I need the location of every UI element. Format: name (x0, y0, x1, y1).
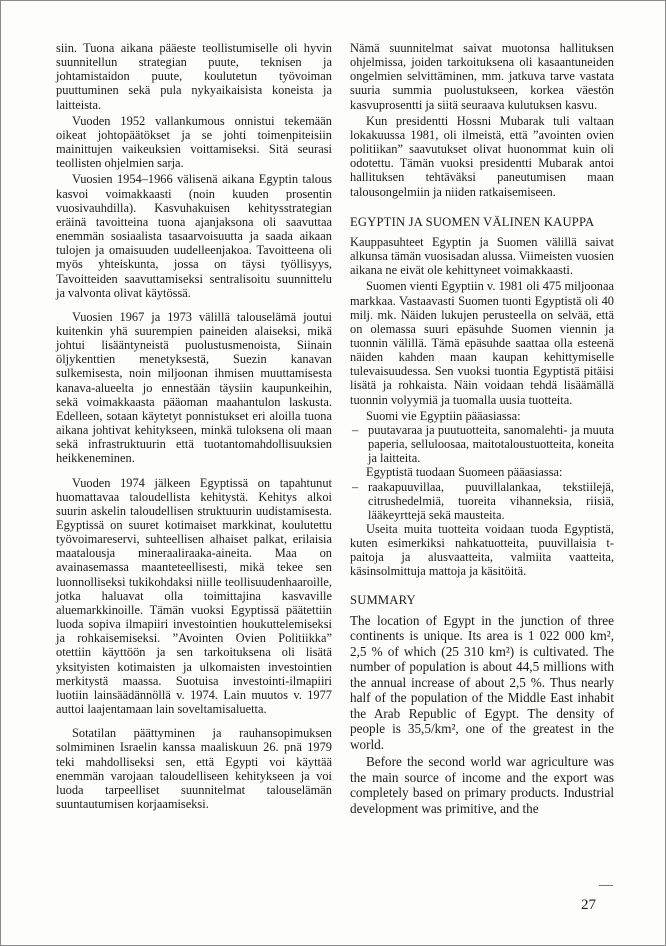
trade-section-heading: EGYPTIN JA SUOMEN VÄLINEN KAUPPA (350, 214, 595, 229)
trade-closing-paragraph: Useita muita tuotteita voidaan tuoda Egyptistä, kuten esimerkiksi nahkatuotteita, puuvillaisia t-paitoja ja alusvaatteita, valmiita vaatteita, käsinsolmittuja mattoja ja käsitöitä. (350, 522, 614, 579)
right-intro-paragraph-1: Nämä suunnitelmat saivat muotonsa hallituksen ohjelmissa, joiden tarkoituksena oli kasaantuneiden ongelmien selvittäminen, mm. jatkuva tarve vastata suuria summia puolustukseen, korkea väestön kasvuprosentti ja siitä seuraava kulutuksen kasvu. (350, 41, 614, 112)
page-number: 27 (581, 897, 596, 913)
trade-paragraph-1: Kauppasuhteet Egyptin ja Suomen välillä saivat alkunsa tämän vuosisadan alussa. Viimeisten vuosien aikana ne eivät ole kehittyneet voimakkaasti. (350, 234, 615, 278)
exports-list (350, 423, 614, 465)
left-paragraph-6: Sotatilan päättyminen ja rauhansopimuksen solmiminen Israelin kanssa maaliskuun 26. pnä 1979 teki mahdolliseksi sen, että Egypti voi käyttää enemmän varojaan taloudelliseen kehitykseen ja voi luoda tarpeelliset suunnitelmat talouselämän suuntautumisen korjaamiseksi. (56, 726, 332, 811)
left-column (56, 41, 332, 811)
right-intro-paragraph-2: Kun presidentti Hossni Mubarak tuli valtaan lokakuussa 1981, oli ilmeistä, että ”avointen ovien politiikan” saavutukset olivat huonommat kuin oli odotettu. Tämän vuoksi presidentti Mubarak antoi hallituksen tehtäväksi paneutumisen maan talousongelmiin ja niiden ratkaisemiseen. (350, 113, 614, 199)
summary-paragraph-1: The location of Egypt in the junction of three continents is unique. Its area is 1 022 000 km², 2,5 % of which (25 310 km²) is cultivated. The number of population is about 44,5 millions with the annual increase of about 2,5 %. Thus nearly half of the population of the Middle East inhabit the Arab Republic of Egypt. The density of people is 35,5/km², one of the greatest in the world. (350, 612, 614, 752)
summary-paragraph-2: Before the second world war agriculture was the main source of income and the export was completely based on primary products. Industrial development was primitive, and the (350, 754, 614, 816)
left-paragraph-3: Vuosien 1954–1966 välisenä aikana Egyptin talous kasvoi voimakkaasti (noin kuuden prosentin vuosivauhdilla). Kasvuhakuisen kehitysstrategian eräinä tavoitteina tuona ajanjaksona oli saavuttaa enemmän sosiaalista tasaarvoisuutta ja saada aikaan tulojen ja omaisuuden uudelleenjakoa. Tavoitteena oli myös yhteiskunta, jossa on täysi työllisyys, Tavoitteiden saavuttamiseksi sentralisoitu suunnittelu ja valvonta olivat käytössä. (56, 172, 332, 300)
imports-list-item: – raakapuuvillaa, puuvillalankaa, tekstiilejä, citrushedelmiä, tuoreita vihanneksia, riisiä, lääkeyrttejä sekä mausteita. (350, 480, 614, 522)
imports-list (350, 480, 614, 522)
page-corner-mark (599, 885, 613, 886)
trade-exports-intro: Suomi vie Egyptiin pääasiassa: (366, 408, 521, 423)
exports-list-item: – puutavaraa ja puutuotteita, sanomalehti- ja muuta paperia, selluloosaa, maitotaloustuotteita, koneita ja laitteita. (350, 423, 614, 465)
trade-paragraph-2: Suomen vienti Egyptiin v. 1981 oli 475 miljoonaa markkaa. Vastaavasti Suomen tuonti Egyptistä oli 40 milj. mk. Näiden lukujen perusteella on selvää, että on olemassa suuri epäsuhde Suomen viennin ja tuonnin välillä. Tämä epäsuhde saattaa olla esteenä näiden kahden maan kaupan kehittymiselle tulevaisuudessa. Sen vuoksi tuontia Egyptistä pitäisi lisätä ja rohkaista. Näin voidaan tehdä lisäämällä tuonnin volyymiä ja tuomalla uusia tuotteita. (350, 279, 614, 407)
left-paragraph-5: Vuoden 1974 jälkeen Egyptissä on tapahtunut huomattavaa taloudellista kehitystä. Kehitys alkoi suurin askelin taloudellisen struktuurin uudistamisesta. Egyptissä on suuret kotimaiset markkinat, koulutettu työvoimareservi, suhteellisen alhaiset palkat, erilaisia maatalousja mineraaliraaka-aineita. Maa on avainasemassa maanteteellisesti, mikä tekee sen luonnolliseksi tukikohdaksi niille teollisuudenhaaroille, jotka haluavat olla toimittajina kasvaville aluemarkkinoille. Tämän vuoksi Egyptissä päätettiin luoda sopiva ilmapiiri investointien houkuttelemiseksi ja rohkaisemiseksi. ”Avointen Ovien Politiikka” otettiin käyttöön ja sen tarkoituksena oli lisätä yksityisten kotimaisten ja ulkomaisten investointien merkitystä maassa. Suotuisa investointi-ilmapiiri luotiin lainsäädännöllä v. 1974. Lain muutos v. 1977 auttoi laajentamaan lain soveltamisaluetta. (56, 475, 332, 717)
summary-section (350, 613, 614, 817)
summary-heading: SUMMARY (350, 592, 416, 607)
left-paragraph-4: Vuosien 1967 ja 1973 välillä talouselämä joutui kuitenkin yhä suurempien paineiden alaiseksi, mikä johtui lisääntyneistä puolustusmenoista, Siinain öljykenttien menetyksestä, Suezin kanavan sulkemisesta, noin miljoonan ihmisen muuttamisesta kanava-alueelta jo ennestään täysiin kaupunkeihin, sekä voimakkaasta pääoman maahantulon laskusta. Edelleen, sotaan käytetyt ponnistukset eri aloilla tuona aikana johtivat kehitykseen, minkä tuloksena oli maan sekä infrastruktuurin että tuotantomahdollisuuksien heikkeneminen. (56, 309, 332, 466)
left-paragraph-2: Vuoden 1952 vallankumous onnistui tekemään oikeat johtopäätökset ja se johti toimenpiteisiin mainittujen vaikeuksien voittamiseksi. Sitä seurasi teollisten ohjelmien sarja. (56, 113, 332, 171)
trade-imports-intro: Egyptistä tuodaan Suomeen pääasiassa: (366, 465, 563, 480)
left-paragraph-1: siin. Tuona aikana pääeste teollistumiselle oli hyvin suunnitellun strategian puute, teknisen ja johtamistaidon puute, koulutetun työvoiman puuttuminen sekä pula nykyaikaisista koneista ja laitteista. (56, 41, 332, 112)
right-column (350, 41, 614, 816)
